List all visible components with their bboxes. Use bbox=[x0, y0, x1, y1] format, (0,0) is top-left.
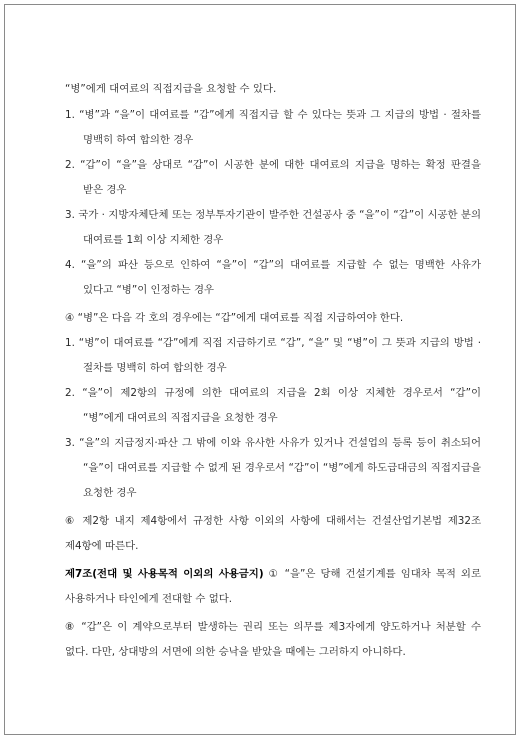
clause-3-item-1: 1. “병”과 “을”이 대여료를 “갑”에게 직접지급 할 수 있다는 뜻과 그 지급의 방법 · 절차를 명백히 하여 합의한 경우 bbox=[65, 109, 481, 146]
clause-4-item-1: 1. “병”이 대여료를 “갑”에게 직접 지급하기로 “갑”, “을” 및 “병”이 그 뜻과 지급의 방법 · 절차를 명백히 하여 합의한 경우 bbox=[65, 337, 481, 374]
article-7-paragraph bbox=[65, 562, 481, 612]
clause-4-item-2: 2. “을”이 제2항의 규정에 의한 대여료의 지급을 2회 이상 지체한 경우로서 “갑”이 “병”에게 대여료의 직접지급을 요청한 경우 bbox=[65, 387, 481, 424]
clause-3-item-2: 2. “갑”이 “을”을 상대로 “갑”이 시공한 분에 대한 대여료의 지급을 명하는 확정 판결을 받은 경우 bbox=[65, 159, 481, 196]
clause-6-paragraph: ⑥ 제2항 내지 제4항에서 규정한 사항 이외의 사항에 대해서는 건설산업기본법 제32조 제4항에 따른다. bbox=[65, 515, 481, 552]
document-body bbox=[65, 77, 481, 665]
clause-8-paragraph: ⑧ “갑”은 이 계약으로부터 발생하는 권리 또는 의무를 제3자에게 양도하거나 처분할 수 없다. 다만, 상대방의 서면에 의한 승낙을 받았을 때에는 그러하지 아니하다. bbox=[65, 621, 481, 658]
clause-3-item-4: 4. “을”의 파산 등으로 인하여 “을”이 “갑”의 대여료를 지급할 수 없는 명백한 사유가 있다고 “병”이 인정하는 경우 bbox=[65, 259, 481, 296]
clause-3-item-3: 3. 국가 · 지방자체단체 또는 정부투자기관이 발주한 건설공사 중 “을”이 “갑”이 시공한 분의 대여료를 1회 이상 지체한 경우 bbox=[65, 209, 481, 246]
article-7-text: ① “을”은 당해 건설기계를 임대차 목적 외로 사용하거나 타인에게 전대할 수 없다. bbox=[65, 568, 481, 605]
clause-4-item-3: 3. “을”의 지급정지·파산 그 밖에 이와 유사한 사유가 있거나 건설업의 등록 등이 취소되어 “을”이 대여료를 지급할 수 없게 된 경우로서 “갑”이 “병”에게 하도급대금의 직접지급을 요청한 경우 bbox=[65, 437, 481, 499]
paragraph-continuation: “병”에게 대여료의 직접지급을 요청할 수 있다. bbox=[65, 83, 277, 95]
document-page bbox=[4, 4, 516, 735]
clause-4-paragraph: ④ “병”은 다음 각 호의 경우에는 “갑”에게 대여료를 직접 지급하여야 한다. bbox=[65, 312, 404, 324]
article-7-heading: 제7조(전대 및 사용목적 이외의 사용금지) bbox=[65, 568, 264, 580]
